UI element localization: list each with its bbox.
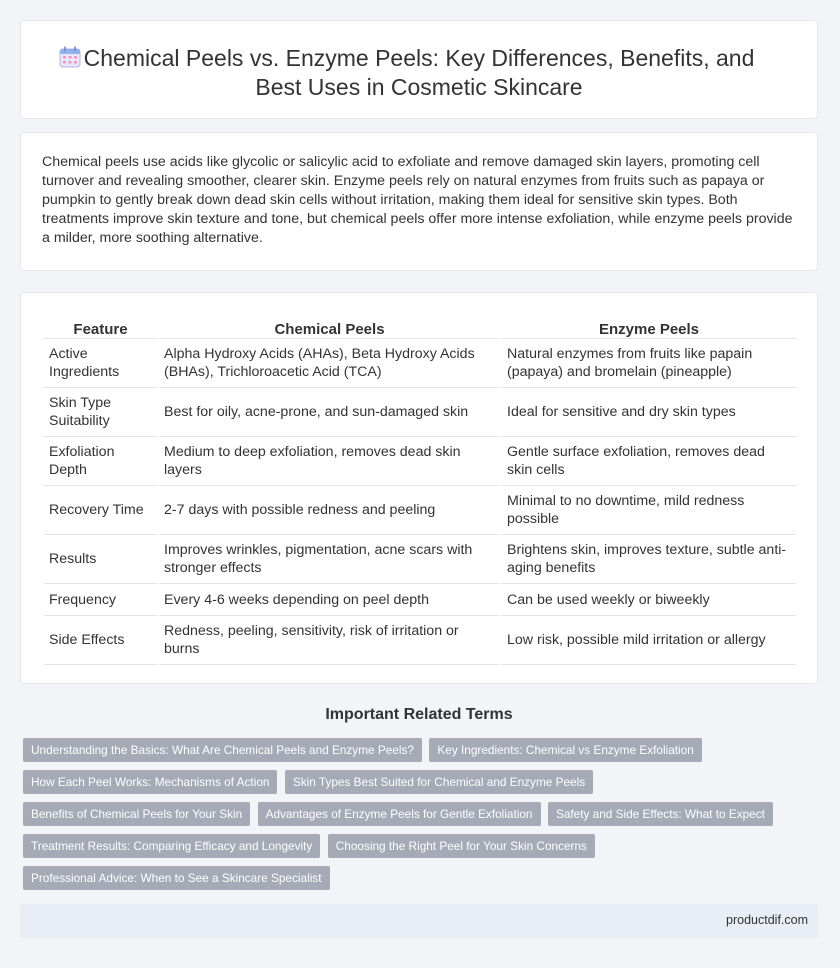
- related-term-tag[interactable]: Safety and Side Effects: What to Expect: [548, 802, 773, 826]
- table-row: [44, 584, 796, 616]
- feature-cell: Frequency: [44, 584, 157, 616]
- chemical-cell: Improves wrinkles, pigmentation, acne scars with stronger effects: [159, 535, 500, 584]
- enzyme-cell: Minimal to no downtime, mild redness possible: [502, 486, 796, 535]
- related-term-tag[interactable]: Advantages of Enzyme Peels for Gentle Exfoliation: [258, 802, 541, 826]
- enzyme-cell: Low risk, possible mild irritation or allergy: [502, 616, 796, 665]
- related-term-tag[interactable]: How Each Peel Works: Mechanisms of Action: [23, 770, 277, 794]
- header-enzyme-peels: Enzyme Peels: [502, 316, 796, 339]
- feature-cell: Recovery Time: [44, 486, 157, 535]
- related-term-tag[interactable]: Choosing the Right Peel for Your Skin Concerns: [328, 834, 595, 858]
- intro-card: [20, 132, 818, 271]
- related-term-tag[interactable]: Professional Advice: When to See a Skincare Specialist: [23, 866, 330, 890]
- header-card: [20, 20, 818, 119]
- related-term-tag[interactable]: Key Ingredients: Chemical vs Enzyme Exfoliation: [429, 738, 701, 762]
- related-terms-section: [20, 704, 818, 885]
- intro-paragraph: Chemical peels use acids like glycolic or salicylic acid to exfoliate and remove damaged skin layers, promoting cell turnover and revealing smoother, clearer skin. Enzyme peels rely on natural enzymes from fruits such as papaya or pumpkin to gently break down dead skin cells without irritation, making them ideal for sensitive skin types. Both treatments improve skin texture and tone, but chemical peels offer more intense exfoliation, while enzyme peels provide a milder, more soothing alternative.: [42, 154, 793, 246]
- enzyme-cell: Ideal for sensitive and dry skin types: [502, 388, 796, 437]
- table-row: [44, 339, 796, 388]
- related-term-tag[interactable]: Treatment Results: Comparing Efficacy and Longevity: [23, 834, 320, 858]
- footer-bar: [20, 904, 818, 938]
- feature-cell: Exfoliation Depth: [44, 437, 157, 486]
- chemical-cell: Every 4-6 weeks depending on peel depth: [159, 584, 500, 616]
- table-row: [44, 388, 796, 437]
- table-row: [44, 486, 796, 535]
- related-term-tag[interactable]: Benefits of Chemical Peels for Your Skin: [23, 802, 250, 826]
- table-row: [44, 616, 796, 665]
- enzyme-cell: Brightens skin, improves texture, subtle anti-aging benefits: [502, 535, 796, 584]
- header-feature: Feature: [44, 316, 157, 339]
- enzyme-cell: Gentle surface exfoliation, removes dead skin cells: [502, 437, 796, 486]
- table-header-row: [44, 316, 796, 339]
- comparison-table-card: [20, 292, 818, 684]
- related-term-tag[interactable]: Skin Types Best Suited for Chemical and Enzyme Peels: [285, 770, 593, 794]
- enzyme-cell: Natural enzymes from fruits like papain (papaya) and bromelain (pineapple): [502, 339, 796, 388]
- chemical-cell: Alpha Hydroxy Acids (AHAs), Beta Hydroxy Acids (BHAs), Trichloroacetic Acid (TCA): [159, 339, 500, 388]
- chemical-cell: Medium to deep exfoliation, removes dead skin layers: [159, 437, 500, 486]
- feature-cell: Skin Type Suitability: [44, 388, 157, 437]
- comparison-table: [42, 316, 798, 665]
- page-title: Chemical Peels vs. Enzyme Peels: Key Differences, Benefits, and Best Uses in Cosmetic Skincare: [83, 45, 755, 100]
- feature-cell: Active Ingredients: [44, 339, 157, 388]
- feature-cell: Side Effects: [44, 616, 157, 665]
- related-term-tag[interactable]: Understanding the Basics: What Are Chemical Peels and Enzyme Peels?: [23, 738, 422, 762]
- table-row: [44, 437, 796, 486]
- feature-cell: Results: [44, 535, 157, 584]
- related-terms-list: [23, 738, 813, 898]
- enzyme-cell: Can be used weekly or biweekly: [502, 584, 796, 616]
- header-chemical-peels: Chemical Peels: [159, 316, 500, 339]
- related-terms-title: Important Related Terms: [325, 706, 513, 723]
- chemical-cell: 2-7 days with possible redness and peeling: [159, 486, 500, 535]
- chemical-cell: Redness, peeling, sensitivity, risk of irritation or burns: [159, 616, 500, 665]
- footer-site-name: productdif.com: [726, 913, 808, 927]
- table-row: [44, 535, 796, 584]
- chemical-cell: Best for oily, acne-prone, and sun-damaged skin: [159, 388, 500, 437]
